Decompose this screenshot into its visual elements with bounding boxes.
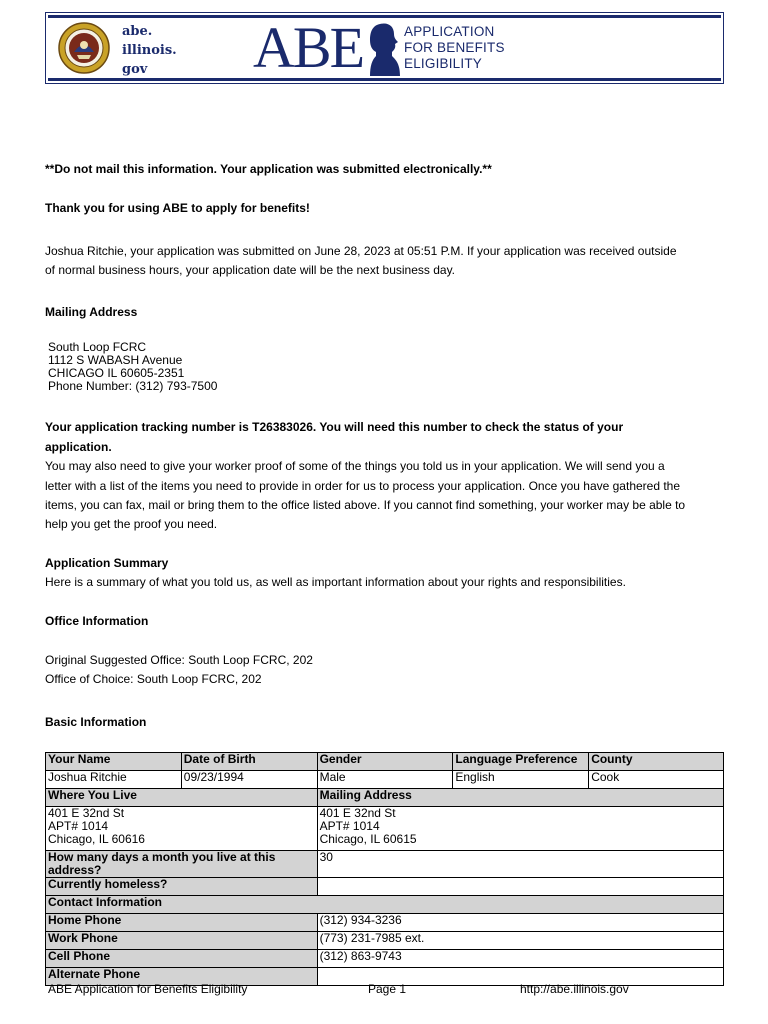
work-phone-value: (773) 231-7985 ext. bbox=[317, 932, 723, 950]
basic-information-table bbox=[45, 752, 724, 986]
abe-logo: ABE bbox=[253, 15, 363, 80]
tracking-line-1: Your application tracking number is T26383026. You will need this number to check the status of your bbox=[45, 420, 624, 434]
office-name: South Loop FCRC bbox=[48, 340, 147, 354]
tagline-line-1: APPLICATION bbox=[404, 24, 495, 39]
footer-url: http://abe.illinois.gov bbox=[520, 982, 629, 996]
office-street: 1112 S WABASH Avenue bbox=[48, 353, 183, 367]
table-header-row bbox=[46, 753, 724, 771]
site-url-stack bbox=[122, 22, 177, 79]
gender-value: Male bbox=[317, 771, 453, 789]
abe-tagline bbox=[404, 24, 505, 72]
site-line-3: gov bbox=[122, 62, 148, 77]
basic-information-heading: Basic Information bbox=[45, 715, 147, 729]
office-city: CHICAGO IL 60605-2351 bbox=[48, 366, 185, 380]
table-row bbox=[46, 851, 724, 878]
days-per-month-label: How many days a month you live at this address? bbox=[46, 851, 318, 878]
table-row bbox=[46, 896, 724, 914]
col-date-of-birth: Date of Birth bbox=[181, 753, 317, 771]
your-name-value: Joshua Ritchie bbox=[46, 771, 182, 789]
col-language-preference: Language Preference bbox=[453, 753, 589, 771]
do-not-mail-notice: **Do not mail this information. Your application was submitted electronically.** bbox=[45, 162, 492, 176]
thank-you-heading: Thank you for using ABE to apply for benefits! bbox=[45, 201, 310, 215]
header-banner bbox=[45, 12, 724, 84]
submitted-line-2: of normal business hours, your application date will be the next business day. bbox=[45, 263, 456, 277]
currently-homeless-label: Currently homeless? bbox=[46, 878, 318, 896]
col-gender: Gender bbox=[317, 753, 453, 771]
where-you-live-value: 401 E 32nd St APT# 1014 Chicago, IL 60616 bbox=[46, 807, 318, 851]
mailing-address-value: 401 E 32nd St APT# 1014 Chicago, IL 60615 bbox=[317, 807, 723, 851]
work-phone-label: Work Phone bbox=[46, 932, 318, 950]
col-county: County bbox=[589, 753, 724, 771]
proof-line-1: You may also need to give your worker proof of some of the things you told us in your application. We will send you a bbox=[45, 459, 665, 473]
illinois-seal-icon bbox=[58, 22, 110, 74]
cell-phone-value: (312) 863-9743 bbox=[317, 950, 723, 968]
alternate-phone-label: Alternate Phone bbox=[46, 968, 318, 986]
mailing-address-label: Mailing Address bbox=[317, 789, 723, 807]
office-of-choice: Office of Choice: South Loop FCRC, 202 bbox=[45, 672, 262, 686]
contact-information-label: Contact Information bbox=[46, 896, 724, 914]
proof-line-3: items, you can fax, mail or bring them to the office listed above. If you cannot find something, your worker may be able to bbox=[45, 498, 686, 512]
proof-line-4: help you get the proof you need. bbox=[45, 517, 218, 531]
tagline-line-2: FOR BENEFITS bbox=[404, 40, 505, 55]
original-office: Original Suggested Office: South Loop FCRC, 202 bbox=[45, 653, 313, 667]
footer-page-number: Page 1 bbox=[368, 982, 407, 996]
office-phone: Phone Number: (312) 793-7500 bbox=[48, 379, 218, 393]
county-value: Cook bbox=[589, 771, 724, 789]
where-you-live-label: Where You Live bbox=[46, 789, 318, 807]
application-summary-text: Here is a summary of what you told us, as well as important information about your rights and responsibilities. bbox=[45, 575, 626, 589]
table-row bbox=[46, 771, 724, 789]
table-row bbox=[46, 932, 724, 950]
site-line-2: illinois. bbox=[122, 43, 177, 58]
proof-line-2: letter with a list of the items you need to provide in order for us to process your application. Once you have gathered the bbox=[45, 479, 681, 493]
table-row bbox=[46, 807, 724, 851]
days-per-month-value: 30 bbox=[317, 851, 723, 878]
mailing-address-heading: Mailing Address bbox=[45, 305, 138, 319]
home-phone-value: (312) 934-3236 bbox=[317, 914, 723, 932]
office-address-block bbox=[48, 341, 217, 393]
table-row bbox=[46, 914, 724, 932]
footer-left: ABE Application for Benefits Eligibility bbox=[48, 982, 248, 996]
currently-homeless-value bbox=[317, 878, 723, 896]
submitted-line-1: Joshua Ritchie, your application was submitted on June 28, 2023 at 05:51 P.M. If your application was received outside bbox=[45, 244, 677, 258]
site-line-1: abe. bbox=[122, 24, 153, 39]
date-of-birth-value: 09/23/1994 bbox=[181, 771, 317, 789]
table-row bbox=[46, 789, 724, 807]
table-row bbox=[46, 878, 724, 896]
lincoln-silhouette-icon bbox=[366, 22, 402, 78]
application-summary-heading: Application Summary bbox=[45, 556, 169, 570]
tracking-line-2: application. bbox=[45, 440, 112, 454]
cell-phone-label: Cell Phone bbox=[46, 950, 318, 968]
office-information-heading: Office Information bbox=[45, 614, 149, 628]
col-your-name: Your Name bbox=[46, 753, 182, 771]
home-phone-label: Home Phone bbox=[46, 914, 318, 932]
tagline-line-3: ELIGIBILITY bbox=[404, 56, 482, 71]
language-value: English bbox=[453, 771, 589, 789]
table-row bbox=[46, 950, 724, 968]
